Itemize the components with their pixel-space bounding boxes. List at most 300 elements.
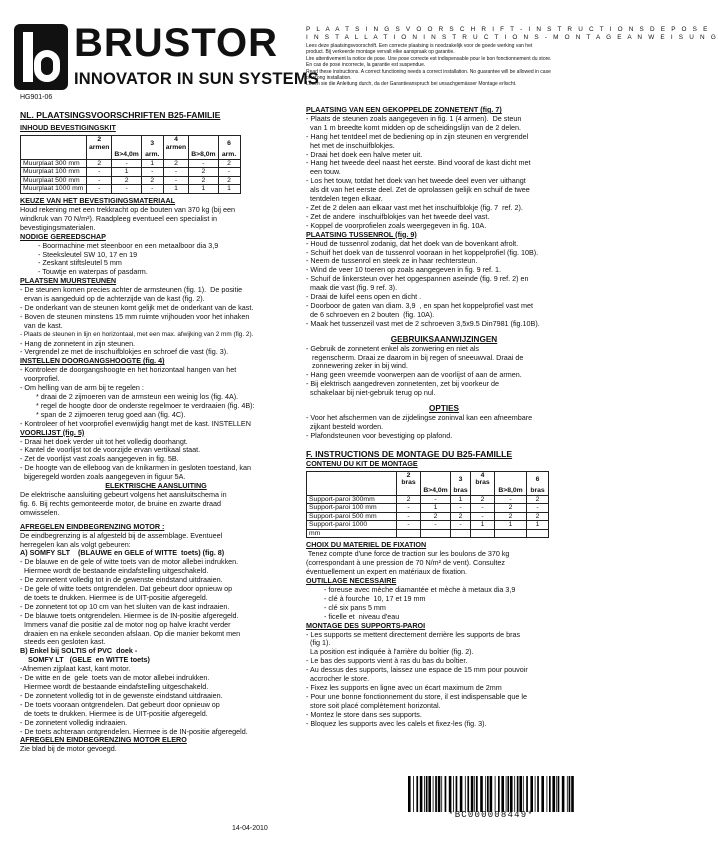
table-row (307, 504, 549, 513)
barcode-bar (537, 776, 539, 812)
kit-subheader-cell (397, 487, 421, 495)
text-line: van 1 m breedte komt midden op de scheidingslijn van de 2 delen. (306, 122, 521, 132)
document-id: HG901-06 (20, 94, 53, 101)
barcode-bar (510, 776, 513, 812)
kit-quantity (451, 529, 471, 538)
text-line: - De zonnetent volledig tot in de gewenste eindstand uitdraaien. (20, 690, 223, 700)
text-line: - Zet de voorlijst vast zoals aangegeven in fig. 5B. (20, 454, 179, 464)
kit-quantity: 2 (218, 159, 240, 168)
barcode-bar (530, 776, 533, 812)
text-line: - clé à fourche 10, 17 et 19 mm (324, 593, 426, 603)
text-line: omwisselen. (20, 507, 60, 517)
barcode-bar (514, 776, 515, 812)
text-line: herregelen kan als volgt gebeuren: (20, 539, 131, 549)
kit-subheader-cell: arm. (141, 151, 163, 159)
barcode-bar (408, 776, 411, 812)
document-date: 14-04-2010 (232, 825, 268, 832)
kit-quantity: - (451, 521, 471, 530)
kit-quantity: 1 (421, 504, 451, 513)
kit-quantity: 2 (189, 176, 218, 185)
text-line: Hiermee wordt de bestaande eindafstelling uitgeschakeld. (20, 566, 209, 576)
text-line: fig. 6. Bij rechts gemonteerde motor, de bruine en zwarte draad (20, 498, 221, 508)
kit-quantity: 2 (527, 512, 549, 521)
text-line: - Hang geen vreemde voorwerpen aan de voorlijst of aan de armen. (306, 370, 522, 380)
kit-item-label: mm (307, 529, 397, 538)
kit-item-label: Support-paroi 500 mm (307, 512, 397, 521)
text-line: - Kantel de voorlijst tot de voorzijde ervan vertikaal staat. (20, 445, 201, 455)
text-line: - De zonnetent volledig tot in de gewenste eindstand uitdraaien. (20, 575, 223, 585)
kit-header-row (307, 471, 549, 487)
right-column (306, 106, 582, 729)
kit-item-label: Support-paroi 100 mm (307, 504, 397, 513)
barcode-bar (460, 776, 463, 812)
text-line: - Maak het tussenzeil vast met de 2 schroeven 3,5x9.5 Din7981 (fig.10B). (306, 318, 540, 328)
section-heading: VOORLIJST (fig. 5) (20, 427, 85, 437)
text-line: als dit van het eerste deel. Zet de oprolassen gelijk en schuif de twee (306, 185, 530, 195)
text-line: * span de 2 zijmoeren terug goed aan (fig. 4C). (32, 409, 186, 419)
text-line: - Pour une bonne fonctionnement du store, il est indispensable que le (306, 691, 527, 701)
text-line: - Boormachine met steenboor en een metaalboor dia 3,9 (38, 240, 219, 250)
notice-text (306, 43, 582, 88)
header-notice (306, 26, 718, 88)
kit-quantity: 1 (495, 521, 527, 530)
barcode-text: *BC000008449* (448, 810, 534, 820)
barcode-bar (474, 776, 475, 812)
barcode-bar (567, 776, 568, 812)
kit-header-cell (495, 471, 527, 487)
barcode-bar (517, 776, 519, 812)
barcode-bar (471, 776, 474, 812)
barcode-bar (428, 776, 431, 812)
text-line: - De toets achteraan ontgrendelen. Hiermee is de IN-positie afgeregeld. (20, 726, 248, 736)
kit-header-cell: 6 (527, 471, 549, 487)
kit-quantity: 1 (471, 521, 495, 530)
text-line: - Schuif de linkersteun over het opgespannen aseinde (fig. 9 ref. 2) en (306, 274, 529, 284)
text-line: draaien en na enkele seconden afslaan. Op die manier bekomt men (20, 628, 241, 638)
kit-item-label: Support-paroi 1000 (307, 521, 397, 530)
text-line: Hiermee wordt de bestaande eindafstelling uitgeschakeld. (20, 682, 209, 691)
text-line: De elektrische aansluiting gebeurt volgens het aansluitschema in (20, 489, 227, 499)
kit-subheader-cell (307, 487, 397, 495)
barcode-bar (465, 776, 466, 812)
section-heading: PLAATSING VAN EEN GEKOPPELDE ZONNETENT (fig. 7) (306, 105, 502, 114)
barcode-bar (438, 776, 441, 812)
text-line: - Neem de tussenrol en steek ze in haar rechtersteun. (306, 256, 478, 266)
kit-quantity: - (471, 504, 495, 513)
brand-tagline: INNOVATOR IN SUN SYSTEMS (74, 70, 319, 88)
text-line: van de kast. (20, 320, 63, 330)
text-line: - Los het touw, totdat het doek van het tweede deel even ver uithangt (306, 176, 526, 186)
text-line: - De hoogte van de elleboog van de knikarmen in gesloten toestand, kan (20, 463, 251, 473)
kit-quantity: 1 (163, 185, 188, 194)
kit-quantity: 1 (527, 521, 549, 530)
text-line: - Houd de tussenrol zodanig, dat het doek van de bovenkant afrolt. (306, 238, 519, 248)
kit-item-label: Muurplaat 100 mm (21, 168, 87, 177)
languages-title-1: P L A A T S I N G S V O O R S C H R I F T - I N S T R U C T I O N S D E P O S E (306, 26, 710, 33)
kit-quantity: - (189, 159, 218, 168)
kit-header-cell: 3 (141, 135, 163, 151)
barcode-bar (523, 776, 524, 812)
text-line: Immers vanaf die positie zal de motor nog op halve kracht verder (20, 619, 231, 629)
kit-quantity: - (421, 521, 451, 530)
text-line: - De blauwe toets ontgrendelen. Hiermee is de IN-positie afgeregeld. (20, 610, 239, 620)
barcode-bar (476, 776, 478, 812)
kit-subheader-cell: B>4,0m (421, 487, 451, 495)
text-line: store soit placé complètement horizontal. (306, 700, 441, 710)
barcode-bar (490, 776, 493, 812)
section-heading: AFREGELEN EINDBEGRENZING MOTOR : (20, 521, 165, 531)
text-line: - Bloquez les supports avec les calels et fixez-les (fig. 3). (306, 718, 487, 728)
kit-quantity: 2 (527, 495, 549, 504)
kit-quantity: - (421, 495, 451, 504)
text-line: steeds een gesloten kast. (20, 637, 106, 647)
section-heading: OPTIES (428, 404, 460, 414)
notice-line: of wrong installation. (306, 75, 352, 82)
barcode-bar (562, 776, 565, 812)
notice-line: Lees deze plaatsingsvoorschrift. Een correcte plaatsing is noodzakelijk voor de goede werking van het (306, 43, 533, 49)
text-line: ervan is aangeduid op de achterzijde van de kast (fig. 2). (20, 294, 205, 304)
kit-header-cell: 3 (451, 471, 471, 487)
text-line: zonnewering zeker in bij wind. (306, 361, 408, 371)
text-line: - Wind de veer 10 toeren op zoals aangegeven in fig. 9 ref. 1. (306, 265, 501, 275)
text-line: - Steeksleutel SW 10, 17 en 19 (38, 249, 138, 259)
kit-quantity: 2 (141, 176, 163, 185)
text-line: - Hang het tweede deel naast het eerste. Bind vooraf de kast dicht met (306, 158, 531, 168)
fr-instructions (306, 541, 582, 728)
text-line: - Zeskant stiftsleutel 5 mm (38, 258, 122, 268)
barcode-bar (456, 776, 458, 812)
text-line: - De witte en de gele toets van de motor allebei indrukken. (20, 673, 210, 683)
text-line: (fig 1). (306, 638, 331, 648)
kit-quantity: - (141, 168, 163, 177)
barcode (406, 776, 576, 812)
text-line: - De onderkant van de steunen komt gelijk met de onderkant van de kast. (20, 302, 254, 312)
languages-title-2: I N S T A L L A T I O N I N S T R U C T I O N S - M O N T A G E A N W E I S U N G (306, 34, 718, 41)
table-row (307, 495, 549, 504)
barcode-bar (558, 776, 560, 812)
section-heading: CHOIX DU MATERIEL DE FIXATION (306, 540, 427, 550)
table-row (307, 529, 549, 538)
text-line: - Om helling van de arm bij te regelen : (20, 383, 144, 393)
brand-name: BRUSTOR (74, 21, 279, 65)
text-line: SOMFY LT (GELE en WITTE toets) (20, 655, 150, 665)
kit-subheader-row (307, 487, 549, 495)
text-line: - De blauwe en de gele of witte toets van de motor allebei indrukken. (20, 557, 239, 567)
kit-quantity: - (397, 504, 421, 513)
kit-quantity: - (163, 168, 188, 177)
section-heading: INSTELLEN DOORGANGSHOOGTE (fig. 4) (20, 356, 165, 366)
kit-subheader-cell (471, 487, 495, 495)
table-row (21, 159, 241, 168)
kit-quantity: - (163, 176, 188, 185)
text-line: La position est indiquée à l'arrière du boîtier (fig. 2). (306, 647, 474, 657)
kit-quantity: - (112, 159, 141, 168)
barcode-bar (413, 776, 414, 812)
text-line: - Kontroleer de doorgangshoogte en het horizontaal hangen van het (20, 365, 237, 375)
kit-quantity: - (141, 185, 163, 194)
text-line: Tenez compte d'une force de traction sur les boulons de 370 kg (306, 549, 510, 559)
kit-subheader-cell: arm. (218, 151, 240, 159)
notice-line: Lesen sie die Anleitung durch, da der Garantieanspruch bei unsachgemässer Montage erlischt. (306, 81, 517, 88)
kit-item-label: Muurplaat 1000 mm (21, 185, 87, 194)
nl-kit-heading: INHOUD BEVESTIGINGSKIT (20, 123, 116, 132)
barcode-bar (556, 776, 557, 812)
barcode-bar (526, 776, 528, 812)
kit-quantity: 1 (189, 185, 218, 194)
text-line: éventuellement un expert en matériaux de fixation. (306, 567, 468, 577)
kit-quantity: - (451, 504, 471, 513)
barcode-bar (445, 776, 447, 812)
barcode-bar (453, 776, 454, 812)
kit-subheader-cell (87, 151, 112, 159)
kit-quantity: - (397, 521, 421, 530)
text-line: - Draai de luifel eens open en dicht . (306, 292, 422, 302)
text-line: - Le bas des supports vient à ras du bas du boîtier. (306, 656, 468, 666)
text-line: windkruk van 70 N/m²). Raadpleeg eventueel een specialist in (20, 213, 217, 223)
text-line: - Zet de andere inschuifblokjes van het tweede deel vast. (306, 211, 490, 221)
table-row (21, 176, 241, 185)
section-heading: PLAATSEN MUURSTEUNEN (20, 276, 117, 286)
text-line: de toets te drukken. Hiermee is de UIT-positie afgeregeld. (20, 708, 208, 718)
kit-quantity: - (471, 512, 495, 521)
table-row (21, 168, 241, 177)
notice-line: Lire attentivement la notice de pose. Une pose correcte est indispensable pour le bon fonctionnement du store. (306, 55, 552, 62)
kit-quantity: - (87, 176, 112, 185)
kit-item-label: Support-paroi 300mm (307, 495, 397, 504)
text-line: de toets te drukken. Hiermee is de UIT-positie afgeregeld. (20, 592, 208, 602)
text-line: - Au dessus des supports, laissez une espace de 15 mm pour pouvoir (306, 665, 528, 675)
kit-quantity: 2 (87, 159, 112, 168)
text-line: - Montez le store dans ses supports. (306, 709, 422, 719)
text-line: het met de inschuifblokjes. (306, 140, 395, 150)
text-line: - Draai het doek verder uit tot het volledig doorhangt. (20, 436, 188, 446)
nl-instructions-continued (306, 106, 582, 441)
kit-quantity (471, 529, 495, 538)
kit-subheader-cell: B>8,0m (495, 487, 527, 495)
barcode-bar (435, 776, 437, 812)
text-line: - Zet de 2 delen aan elkaar vast met het inschuifblokje (fig. 7 ref. 2). (306, 202, 523, 212)
table-row (21, 185, 241, 194)
text-line: - Plaats de steunen in lijn en horizontaal, met een max. afwijking van 2 mm (fig. 2). (20, 330, 254, 338)
barcode-bar (547, 776, 548, 812)
text-line: - Bij elektrisch aangedreven zonnetenten, zet bij voorkeur de (306, 379, 499, 389)
text-line: regenscherm. Draai ze daarom in bij regen of sneeuwval. Draai de (306, 352, 524, 362)
barcode-bar (571, 776, 574, 812)
table-row (307, 521, 549, 530)
text-line: - clé six pans 5 mm (324, 602, 386, 612)
text-line: schakelaar bij niet-gebruik terug op nul. (306, 388, 436, 398)
text-line: - Gebruik de zonnetent enkel als zonwering en niet als (306, 343, 480, 353)
kit-quantity: - (112, 185, 141, 194)
barcode-bar (420, 776, 423, 812)
barcode-bar (519, 776, 522, 812)
kit-header-cell (189, 135, 218, 151)
kit-header-cell (21, 135, 87, 151)
kit-subheader-cell: bras (451, 487, 471, 495)
text-line: - Fixez les supports en ligne avec un écart maximum de 2mm (306, 682, 502, 692)
text-line: maak die vast (fig. 9 ref. 3). (306, 283, 398, 293)
kit-quantity: 2 (471, 495, 495, 504)
text-line: accrocher le store. (306, 674, 370, 684)
kit-quantity: 2 (421, 512, 451, 521)
kit-header-row (21, 135, 241, 151)
kit-item-label: Muurplaat 500 mm (21, 176, 87, 185)
barcode-bar (552, 776, 555, 812)
kit-quantity: 2 (495, 504, 527, 513)
kit-quantity: 2 (218, 176, 240, 185)
text-line: A) SOMFY SLT (BLAUWE en GELE of WITTE toets) (fig. 8) (20, 548, 225, 558)
text-line: - Vergrendel ze met de inschuifblokjes en schroef die vast (fig. 3). (20, 347, 229, 357)
text-line: - Schuif het doek van de tussenrol vooraan in het koppelprofiel (fig. 10B). (306, 247, 539, 257)
text-line: - De zonnetent tot op 10 cm van het sluiten van de kast indraaien. (20, 601, 230, 611)
kit-quantity: - (87, 185, 112, 194)
section-heading: NODIGE GEREEDSCHAP (20, 231, 106, 241)
kit-subheader-cell: B>4,0m (112, 151, 141, 159)
kit-quantity (495, 529, 527, 538)
notice-line: En cas de pose incorrecte, la garantie est suspendue. (306, 62, 426, 69)
text-line: zijkant besteld worden. (306, 422, 384, 431)
barcode-bar (487, 776, 489, 812)
kit-subheader-cell: B>8,0m (189, 151, 218, 159)
kit-header-cell: 4 armen (163, 135, 188, 151)
text-line: - De gele of witte toets ontgrendelen. Dat gebeurt door opnieuw op (20, 584, 233, 594)
kit-quantity: 2 (189, 168, 218, 177)
barcode-bar (485, 776, 486, 812)
text-line: - Les supports se mettent directement derrière les supports de bras (306, 629, 521, 639)
kit-header-cell (421, 471, 451, 487)
text-line: - De toets vooraan ontgrendelen. Dat gebeurt door opnieuw op (20, 699, 220, 709)
section-heading: OUTILLAGE NECESSAIRE (306, 576, 397, 586)
kit-quantity: - (527, 504, 549, 513)
barcode-bar (424, 776, 425, 812)
barcode-bar (569, 776, 571, 812)
text-line: - Hang de zonnetent in zijn steunen. (20, 338, 136, 348)
text-line: tentdelen tegen elkaar. (306, 194, 383, 204)
kit-quantity: 2 (451, 512, 471, 521)
section-heading: GEBRUIKSAANWIJZINGEN (390, 334, 498, 344)
fr-title: F. INSTRUCTIONS DE MONTAGE DU B25-FAMILLE (306, 448, 513, 459)
text-line: voorprofiel. (20, 374, 60, 384)
kit-header-cell (307, 471, 397, 487)
text-line: - Hang het tentdeel met de bediening op in zijn steunen en vergrendel (306, 131, 529, 141)
barcode-bar (480, 776, 483, 812)
kit-header-cell: 2 bras (397, 471, 421, 487)
text-line: - Voor het afschermen van de zijdelingse zoninval kan een afneembare (306, 413, 533, 423)
text-line: - Plaats de steunen zoals aangegeven in fig. 1 (4 armen). De steun (306, 113, 522, 123)
notice-line: product. Bij verkeerde montage vervalt elke aanspraak op garantie. (306, 49, 455, 56)
kit-quantity: 1 (141, 159, 163, 168)
text-line: - De steunen komen precies achter de armsteunen (fig. 1). De positie (20, 285, 243, 295)
kit-quantity: - (495, 495, 527, 504)
nl-title: NL. PLAATSINGSVOORSCHRIFTEN B25-FAMILIE (20, 110, 221, 120)
kit-quantity (527, 529, 549, 538)
text-line: - Koppel de voorprofielen zoals weergegeven in fig. 10A. (306, 220, 487, 230)
fr-kit-table (306, 471, 549, 539)
text-line: - De zonnetent volledig indraaien. (20, 717, 128, 727)
kit-header-cell: 4 bras (471, 471, 495, 487)
kit-subheader-cell: bras (527, 487, 549, 495)
text-line: - Doorboor de gaten van diam. 3,9 , en span het koppelprofiel vast met (306, 300, 533, 310)
nl-kit-table (20, 135, 241, 194)
kit-header-cell (112, 135, 141, 151)
kit-quantity: - (218, 168, 240, 177)
barcode-bar (433, 776, 434, 812)
kit-header-cell: 6 (218, 135, 240, 151)
table-row (307, 512, 549, 521)
text-line: bevestigingsmaterialen. (20, 222, 96, 232)
kit-quantity: - (397, 512, 421, 521)
text-line: een touw. (306, 167, 341, 177)
kit-quantity: 1 (112, 168, 141, 177)
barcode-bar (449, 776, 452, 812)
brustor-logo (14, 21, 319, 100)
kit-quantity: 2 (112, 176, 141, 185)
brustor-logo-mark-icon (14, 24, 68, 90)
text-line: - foreuse avec mèche diamantée et mèche à metaux dia 3,9 (324, 585, 516, 594)
kit-subheader-cell (21, 151, 87, 159)
text-line: * draai de 2 zijmoeren van de armsteun een weinig los (fig. 4A). (32, 392, 239, 401)
text-line: - Boven de steunen minstens 15 mm ruimte vrijhouden voor het inhaken (20, 311, 250, 321)
barcode-bar (467, 776, 469, 812)
barcode-bar (416, 776, 418, 812)
kit-quantity: 1 (218, 185, 240, 194)
section-heading: MONTAGE DES SUPPORTS-PAROI (306, 620, 426, 630)
text-line: (correspondant à une pression de 70 N/m² de vent). Consultez (306, 558, 505, 568)
kit-header-cell: 2 armen (87, 135, 112, 151)
barcode-bar (441, 776, 442, 812)
kit-quantity: 1 (451, 495, 471, 504)
nl-instructions (20, 197, 292, 754)
kit-quantity: - (87, 168, 112, 177)
fr-kit-heading: CONTENU DU KIT DE MONTAGE (306, 458, 418, 468)
barcode-bar (507, 776, 509, 812)
barcode-bar (506, 776, 507, 812)
text-line: B) Enkel bij SOLTIS of PVC doek - (20, 646, 138, 656)
kit-quantity (397, 529, 421, 538)
text-line: - Draai het doek een halve meter uit. (306, 149, 423, 159)
text-line: -Afnemen zijplaat kast, kant motor. (20, 664, 131, 674)
kit-item-label: Muurplaat 300 mm (21, 159, 87, 168)
text-line: Zie blad bij de motor gevoegd. (20, 744, 117, 754)
barcode-bar (501, 776, 504, 812)
text-line: - Plafondsteunen voor bevestiging op plafond. (306, 430, 453, 440)
text-line: Houd rekening met een trekkracht op de bouten van 370 kg (bij een (20, 204, 235, 214)
notice-line: Read these instructions. A correct functioning needs a correct installation. No guarantee will be allowed in case (306, 68, 551, 75)
kit-quantity (421, 529, 451, 538)
barcode-bar (498, 776, 500, 812)
kit-quantity: 2 (495, 512, 527, 521)
barcode-bar (541, 776, 544, 812)
text-line: * regel de hoogte door de onderste regelmoer te verdraaien (fig. 4B): (32, 400, 255, 410)
text-line: - Touwtje en waterpas of pasdarm. (38, 267, 148, 277)
kit-subheader-row (21, 151, 241, 159)
barcode-bar (426, 776, 428, 812)
text-line: De eindbegrenzing is al afgesteld bij de assemblage. Eventueel (20, 530, 223, 540)
section-heading: ELEKTRISCHE AANSLUITING (105, 481, 207, 491)
text-line: bijgeregeld worden zoals aangegeven in figuur 5A. (20, 472, 186, 482)
kit-quantity: 2 (397, 495, 421, 504)
text-line: - ficelle et niveau d'eau (324, 611, 400, 621)
barcode-bar (535, 776, 536, 812)
barcode-bar (495, 776, 496, 812)
barcode-bar (549, 776, 551, 812)
kit-quantity: 2 (163, 159, 188, 168)
kit-subheader-cell (163, 151, 188, 159)
section-heading: PLAATSING TUSSENROL (fig. 9) (306, 229, 417, 239)
section-heading: KEUZE VAN HET BEVESTIGINGSMATERIAAL (20, 196, 176, 206)
section-heading: AFREGELEN EINDBEGRENZING MOTOR ELERO (20, 735, 187, 745)
text-line: de 6 schroeven en 2 bouten (fig. 10A). (306, 309, 435, 319)
